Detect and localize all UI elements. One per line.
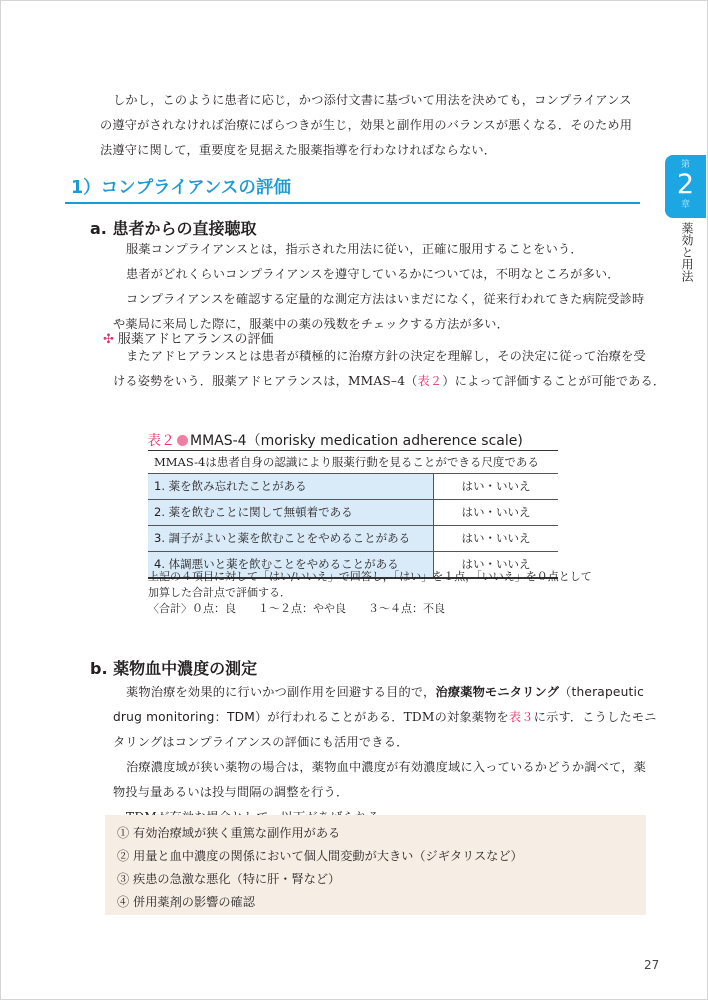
body-line: タリングはコンプライアンスの評価にも活用できる． bbox=[113, 735, 409, 749]
subsection-b-heading: b. 薬物血中濃度の測定 bbox=[90, 659, 258, 678]
table-row bbox=[148, 526, 558, 552]
body-line: 服薬コンプライアンスとは，指示された用法に従い，正確に服用することをいう． bbox=[126, 242, 583, 256]
body-text: に示す．こうしたモニ bbox=[533, 710, 657, 724]
list-item: ④ 併用薬剤の影響の確認 bbox=[117, 895, 255, 909]
intro-line: 法遵守に関して，重要度を見据えた服薬指導を行わなければならない． bbox=[100, 143, 497, 157]
chapter-tab[interactable] bbox=[665, 155, 706, 218]
adherence-body bbox=[113, 344, 665, 394]
body-line bbox=[113, 680, 657, 705]
table-answer: はい・いいえ bbox=[461, 479, 531, 493]
body-line: や薬局に来局した際に，服薬中の薬の残数をチェックする方法が多い． bbox=[113, 317, 510, 331]
body-text: drug monitoring：TDM） bbox=[113, 710, 268, 724]
table-question: 1. 薬を飲み忘れたことがある bbox=[148, 474, 434, 499]
body-line bbox=[113, 369, 665, 394]
tdm-conditions-box bbox=[105, 815, 646, 915]
table-answer: はい・いいえ bbox=[461, 505, 531, 519]
body-line: またアドヒアランスとは患者が積極的に治療方針の決定を理解し，その決定に従って治療を受 bbox=[126, 349, 646, 363]
page-number: 27 bbox=[644, 958, 660, 972]
table-2 bbox=[148, 450, 558, 579]
section-heading-text: 1）コンプライアンスの評価 bbox=[71, 178, 291, 198]
list-item: ③ 疾患の急激な悪化（特に肝・腎など） bbox=[117, 872, 341, 886]
body-line: コンプライアンスを確認する定量的な測定方法はいまだになく，従来行われてきた病院受診時 bbox=[126, 292, 645, 306]
table-note-line: 〈合計〉０点：良 １〜２点：やや良 ３〜４点：不良 bbox=[148, 602, 445, 615]
subsection-a-heading: a. 患者からの直接聴取 bbox=[90, 219, 257, 238]
table-question: 3. 調子がよいと薬を飲むことをやめることがある bbox=[148, 526, 434, 551]
body-line: 治療濃度域が狭い薬物の場合は，薬物血中濃度が有効濃度域に入っているかどうか調べて，薬 bbox=[126, 760, 647, 774]
body-text: ける姿勢をいう．服薬アドヒアランスは，MMAS–4（ bbox=[113, 374, 418, 388]
table-row bbox=[148, 474, 558, 500]
table-answer: はい・いいえ bbox=[461, 557, 531, 571]
table-2-tag: 表２ bbox=[147, 433, 175, 449]
table-2-notes bbox=[148, 569, 592, 617]
table-note-line: 加算した合計点で評価する． bbox=[148, 586, 291, 599]
body-line: 物投与量あるいは投与間隔の調整を行う． bbox=[113, 785, 349, 799]
chapter-number: 2 bbox=[676, 169, 695, 200]
adherence-heading-text: 服薬アドヒアランスの評価 bbox=[117, 332, 274, 347]
table-2-intro: MMAS-4は患者自身の認識により服薬行動を見ることができる尺度である bbox=[148, 451, 558, 474]
chapter-title: 薬効と用法 bbox=[680, 222, 694, 282]
section-heading bbox=[65, 172, 640, 204]
bold-term: 治療薬物モニタリング bbox=[435, 685, 560, 699]
body-text: 薬物治療を効果的に行いかつ副作用を回避する目的で， bbox=[126, 685, 436, 699]
chapter-suffix: 章 bbox=[680, 200, 690, 210]
chapter-prefix: 第 bbox=[680, 160, 690, 170]
table-row bbox=[148, 500, 558, 526]
cross-mark-icon: ✣ bbox=[103, 332, 114, 347]
body-text: が行われることがある．TDMの対象薬物を bbox=[267, 710, 509, 724]
body-text: ）によって評価することが可能である． bbox=[442, 374, 666, 388]
body-line: 患者がどれくらいコンプライアンスを遵守しているかについては，不明なところが多い． bbox=[126, 267, 620, 281]
table-note-line: 上記の４項目に対して「はい/いいえ」で回答し，「はい」を１点，「いいえ」を０点として bbox=[148, 570, 592, 583]
body-line bbox=[113, 705, 657, 730]
list-item: ② 用量と血中濃度の関係において個人間変動が大きい（ジギタリスなど） bbox=[117, 849, 523, 863]
list-item: ① 有効治療域が狭く重篤な副作用がある bbox=[117, 826, 341, 840]
intro-line: しかし，このように患者に応じ，かつ添付文書に基づいて用法を決めても，コンプライアンス bbox=[113, 93, 632, 107]
bullet-dot-icon bbox=[177, 435, 188, 446]
table-2-title: MMAS-4（morisky medication adherence scale) bbox=[190, 433, 523, 449]
table-question: 2. 薬を飲むことに関して無頓着である bbox=[148, 500, 434, 525]
table-question: 4. 体調悪いと薬を飲むことをやめることがある bbox=[148, 552, 434, 577]
intro-paragraph bbox=[100, 88, 633, 163]
subsection-b-body bbox=[113, 680, 657, 830]
table-2-link[interactable]: 表２ bbox=[417, 374, 443, 388]
table-3-link[interactable]: 表３ bbox=[508, 710, 534, 724]
subsection-a-body bbox=[113, 237, 644, 337]
table-answer: はい・いいえ bbox=[461, 531, 531, 545]
table-2-caption bbox=[147, 430, 523, 450]
body-text: （therapeutic bbox=[559, 685, 644, 699]
intro-line: の遵守がされなければ治療にばらつきが生じ，効果と副作用のバランスが悪くなる．そのため用 bbox=[100, 118, 633, 132]
